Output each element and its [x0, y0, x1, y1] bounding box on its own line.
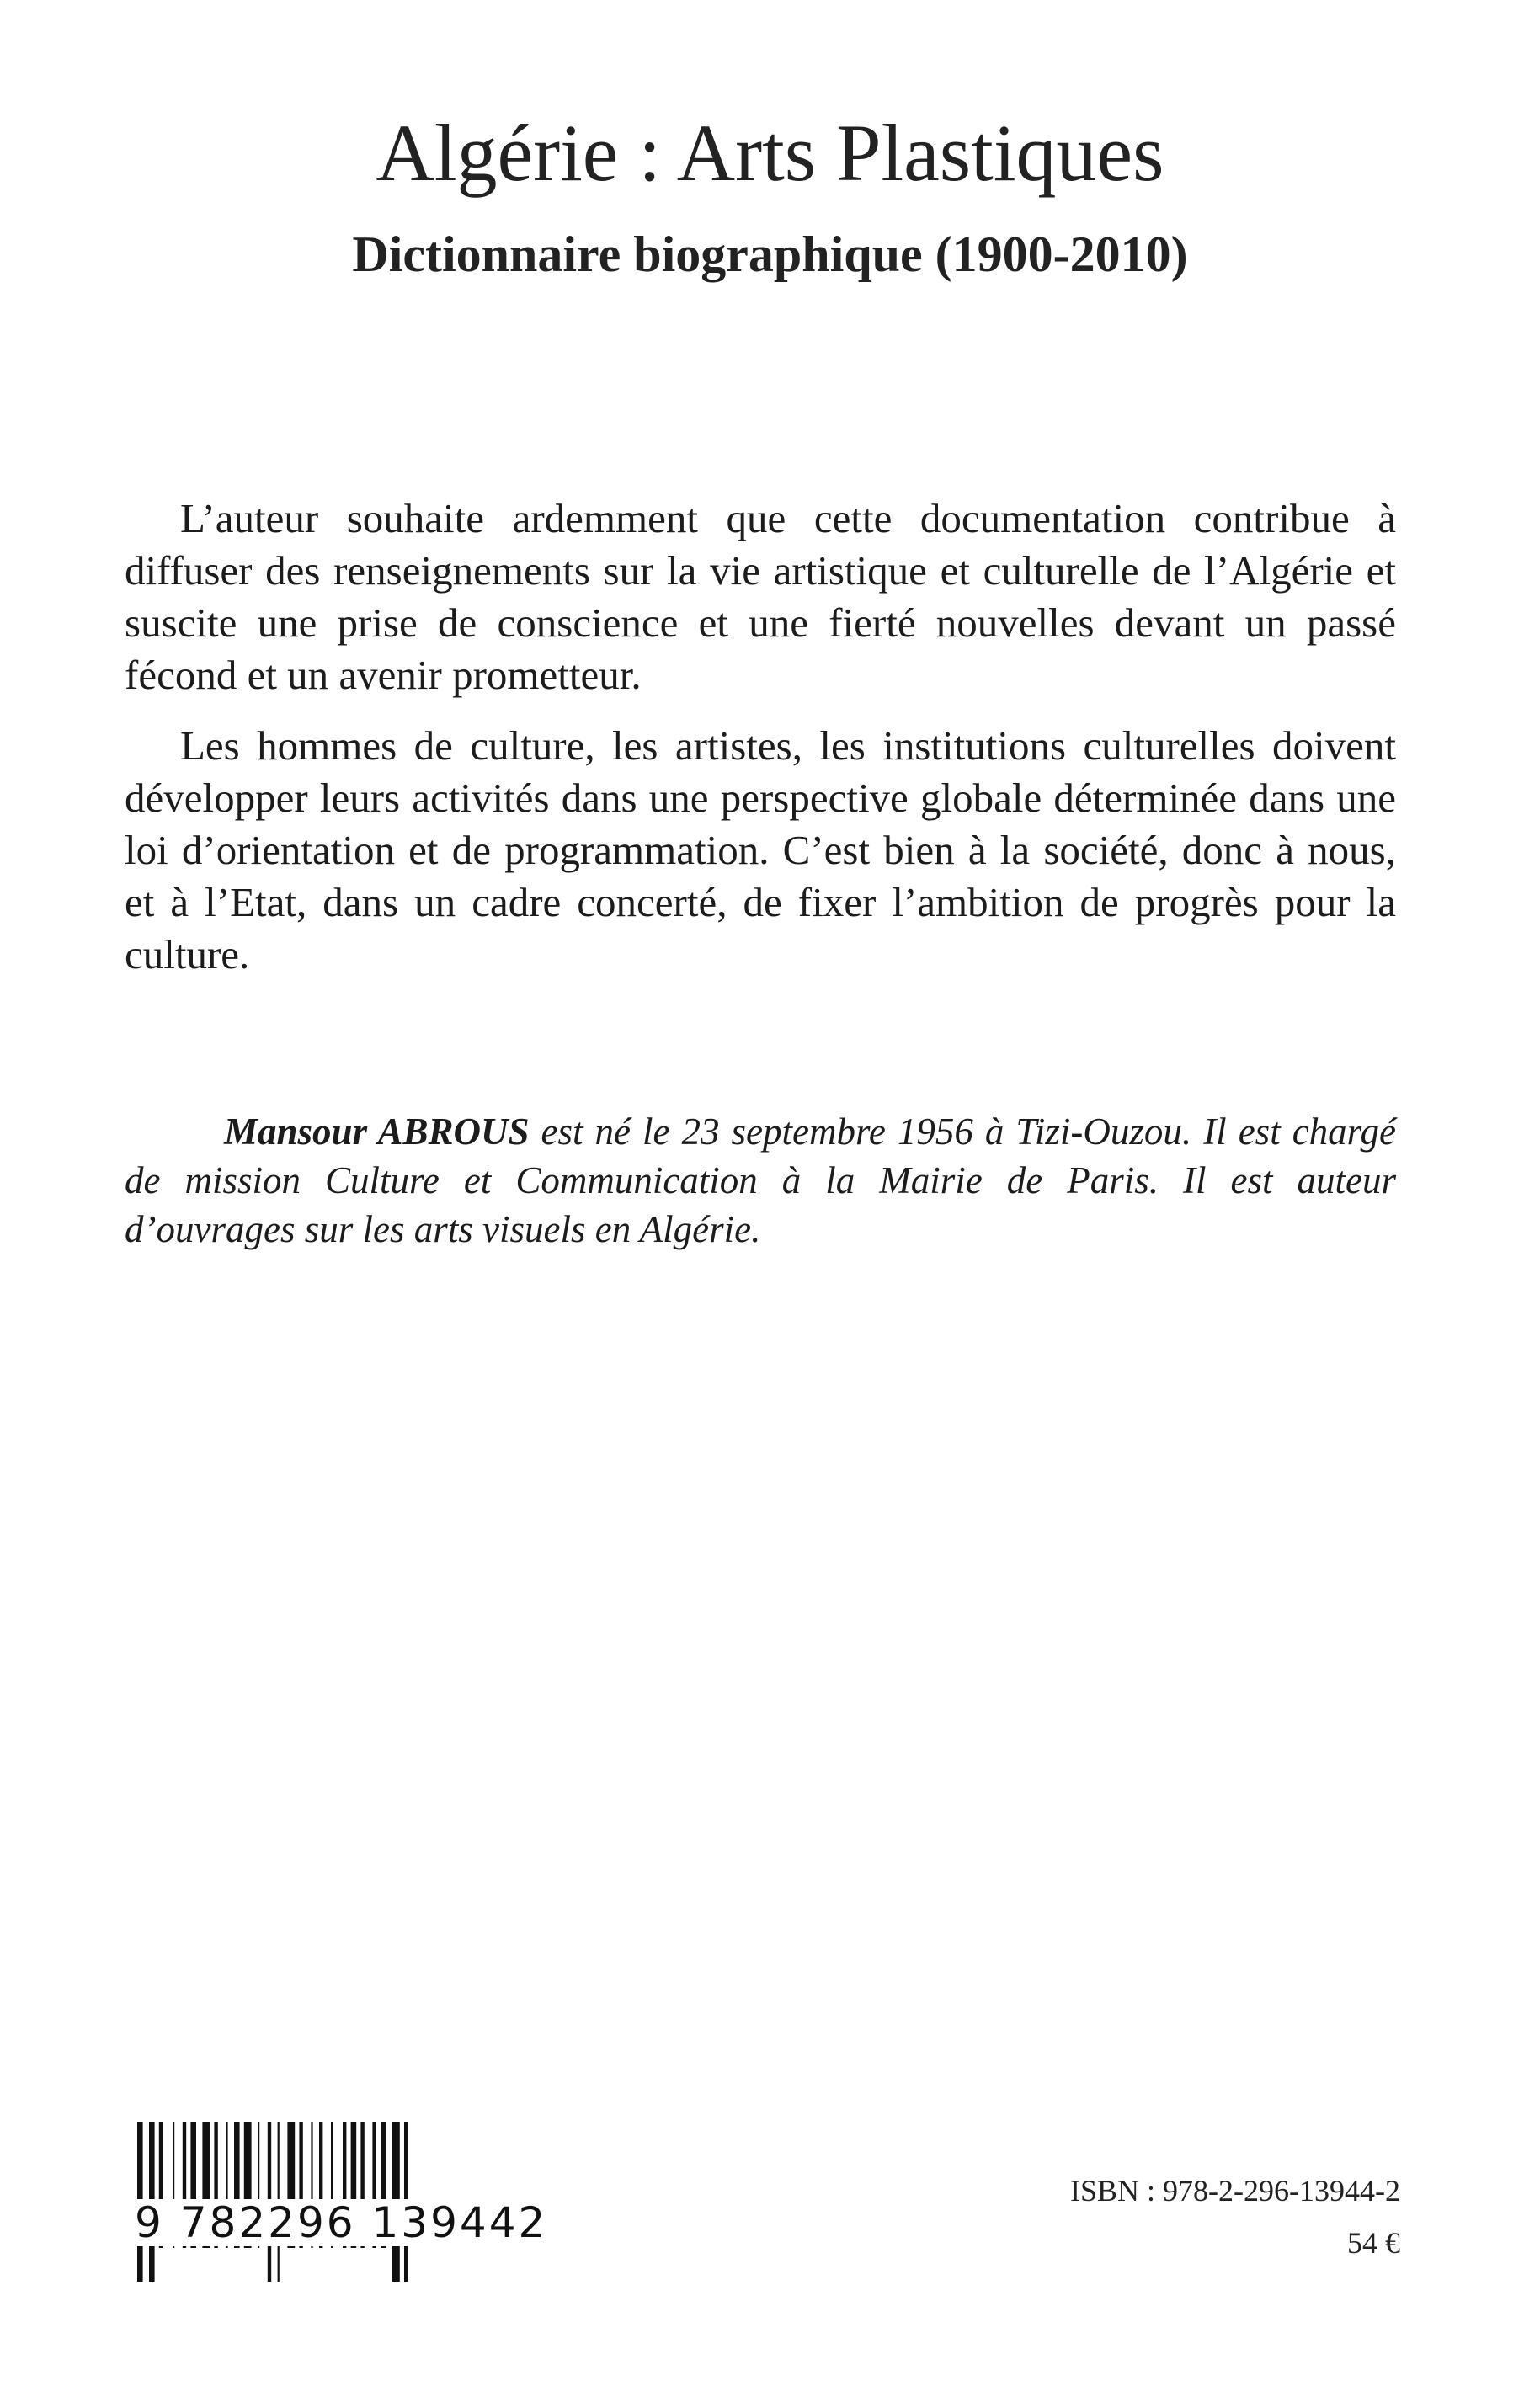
book-title: Algérie : Arts Plastiques: [376, 108, 1164, 198]
price-label: 54 €: [1347, 2226, 1400, 2260]
isbn-label: ISBN : 978-2-296-13944-2: [1070, 2174, 1400, 2208]
blurb-paragraph-1: L’auteur souhaite ardemment que cette documentation contribue à diffuser des renseignements sur la vie artistique et culturelle de l’Algérie et suscite une prise de conscience et une fierté nouvelles devant un passé fécond et un avenir prometteur.: [125, 495, 1396, 698]
author-name: Mansour ABROUS: [224, 1110, 530, 1153]
author-bio: [125, 1107, 1396, 1254]
author-bio-text: est né le 23 septembre 1956 à Tizi-Ouzou. Il est chargé de mission Culture et Communication à la Mairie de Paris. Il est auteur d’ouvrages sur les arts visuels en Algérie.: [125, 1110, 1396, 1250]
barcode-number: 9 782296 139442: [135, 2198, 548, 2247]
book-subtitle: Dictionnaire biographique (1900-2010): [352, 226, 1188, 282]
blurb-paragraph-2: Les hommes de culture, les artistes, les institutions culturelles doivent développer leurs activités dans une perspective globale déterminée dans une loi d’orientation et de programmation. C’est bien à la société, donc à nous, et à l’Etat, dans un cadre concerté, de fixer l’ambition de progrès pour la culture.: [125, 722, 1396, 977]
